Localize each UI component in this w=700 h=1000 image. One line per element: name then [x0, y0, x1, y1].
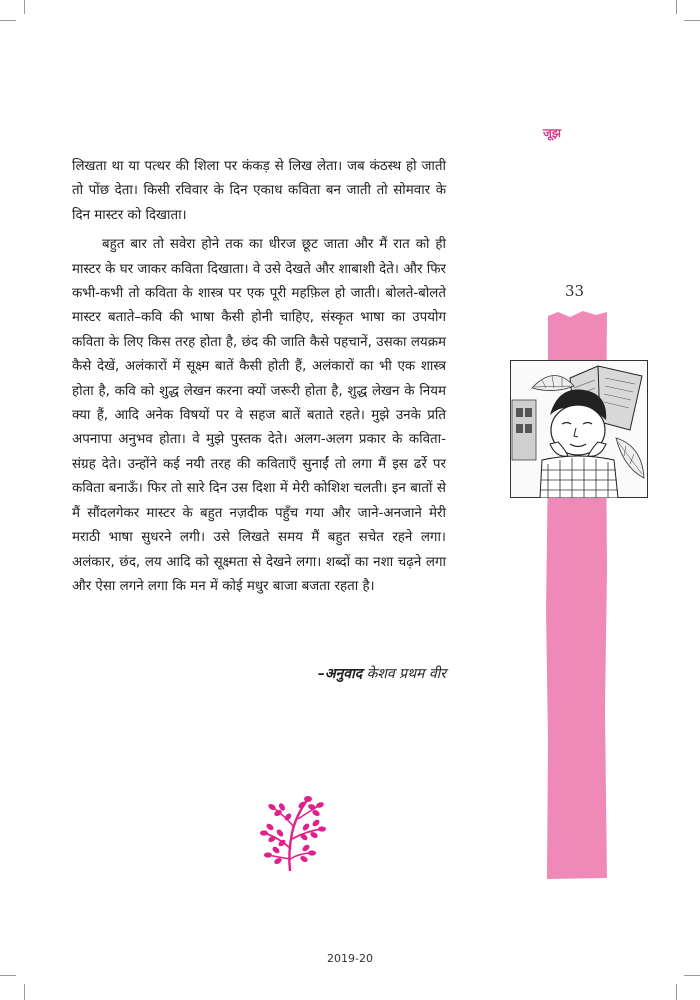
translator-name: केशव प्रथम वीर — [366, 666, 446, 682]
crop-mark — [24, 0, 25, 14]
translation-label: –अनुवाद — [317, 666, 363, 682]
crop-mark — [676, 0, 677, 14]
crop-mark — [0, 20, 16, 21]
crop-mark — [24, 984, 25, 1000]
chapter-running-head: जूझ — [543, 126, 561, 140]
body-text — [72, 155, 446, 599]
translator-credit — [150, 664, 446, 683]
boy-reading-illustration — [510, 360, 648, 498]
footer-year: 2019-20 — [327, 952, 373, 965]
paragraph: बहुत बार तो सवेरा होने तक का धीरज छूट जाता और मैं रात को ही मास्टर के घर जाकर कविता दिखाता। वे उसे देखते और शाबाशी देते। और फिर कभी-कभी तो कविता के शास्त्र पर एक पूरी महफ़िल हो जाती। बोलते-बोलते मास्टर बताते–कवि की भाषा कैसी होनी चाहिए, संस्कृत भाषा का उपयोग कविता के लिए किस तरह होता है, छंद की जाति कैसे पहचानें, उसका लयक्रम कैसे देखें, अलंकारों में सूक्ष्म बातें कैसी होती हैं, अलंकारों का भी एक शास्त्र होता है, कवि को शुद्ध लेखन करना क्यों जरूरी होता है, शुद्ध लेखन के नियम क्या हैं, आदि अनेक विषयों पर वे सहज बातें बताते रहते। मुझे उनके प्रति अपनापा अनुभव होता। वे मुझे पुस्तक देते। अलग-अलग प्रकार के कविता-संग्रह देते। उन्होंने कई नयी तरह की कविताएँ सुनाईं तो लगा मैं इस ढर्रे पर कविता बनाऊँ। फिर तो सारे दिन उस दिशा में मेरी कोशिश चलती। इन बातों से मैं सौंदलगेकर मास्टर के बहुत नज़दीक पहुँच गया और जाने-अनजाने मेरी मराठी भाषा सुधरने लगी। उसे लिखते समय मैं बहुत सचेत रहने लगा। अलंकार, छंद, लय आदि को सूक्ष्मता से देखने लगा। शब्दों का नशा चढ़ने लगा और ऐसा लगने लगा कि मन में कोई मधुर बाजा बजता रहता है। — [72, 237, 446, 594]
flower-ornament — [250, 793, 334, 873]
crop-mark — [684, 20, 700, 21]
crop-mark — [0, 975, 16, 976]
crop-mark — [684, 975, 700, 976]
crop-mark — [676, 984, 677, 1000]
page-number: 33 — [565, 282, 585, 300]
paragraph: लिखता था या पत्थर की शिला पर कंकड़ से लिख लेता। जब कंठस्थ हो जाती तो पोंछ देता। किसी रविवार के दिन एकाध कविता बन जाती तो सोमवार के दिन मास्टर को दिखाता। — [72, 159, 446, 223]
